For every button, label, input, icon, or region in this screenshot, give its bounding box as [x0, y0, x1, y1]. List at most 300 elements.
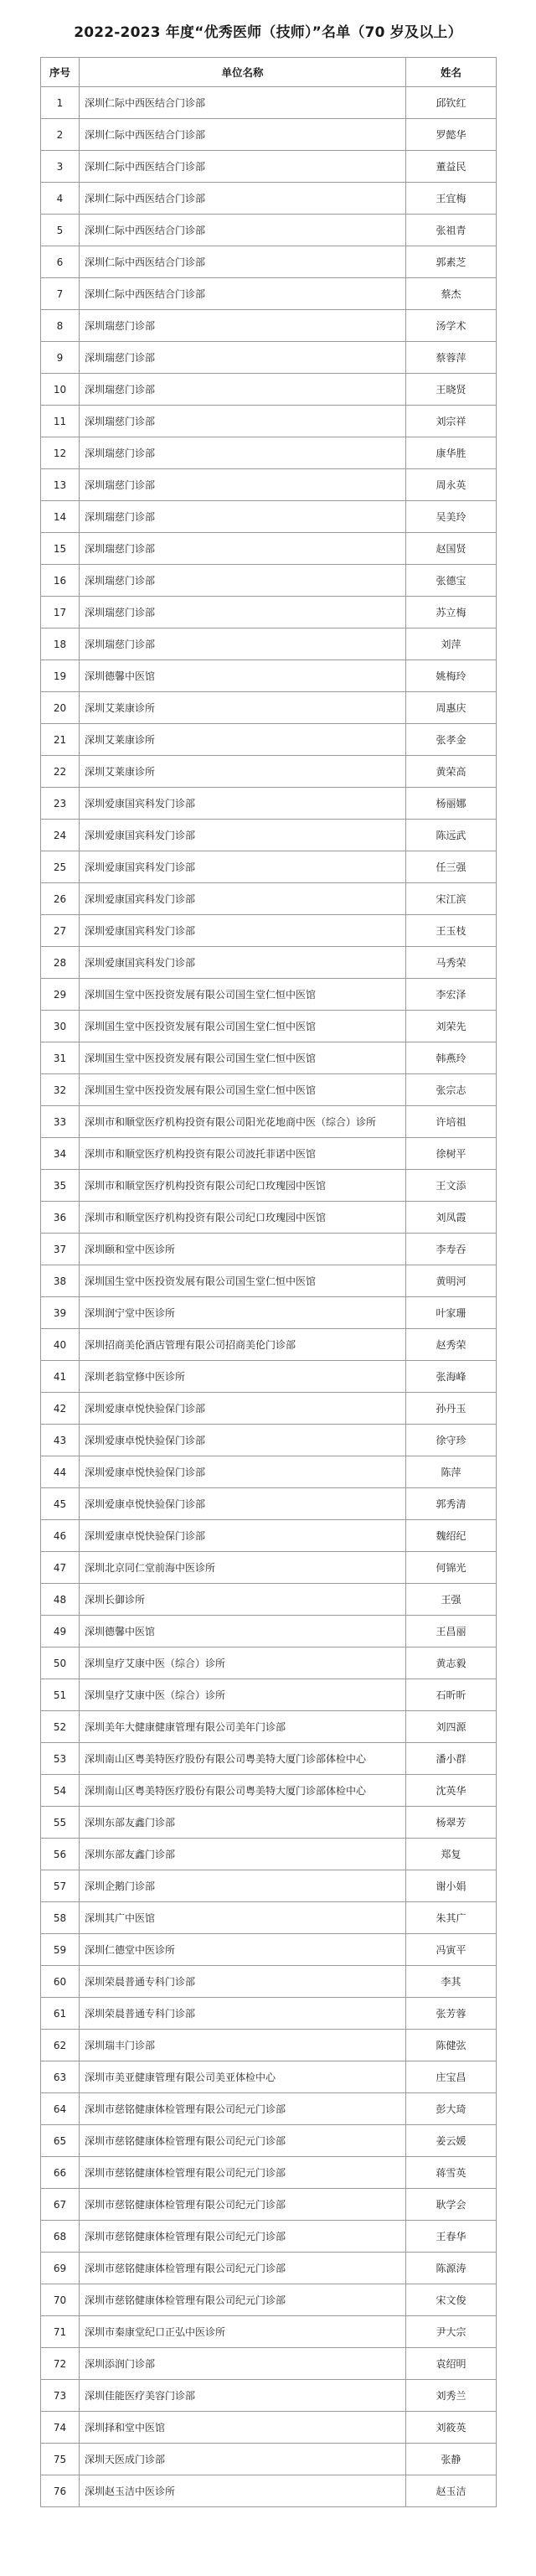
- row-person-name: 宋文俊: [406, 2284, 497, 2316]
- table-row: [41, 183, 497, 215]
- table-row: [41, 1743, 497, 1775]
- row-number: 7: [41, 278, 80, 310]
- row-person-name: 张海峰: [406, 1361, 497, 1393]
- document-title: 2022-2023 年度“优秀医师（技师）”名单（70 岁及以上）: [74, 24, 462, 41]
- row-number: 8: [41, 310, 80, 342]
- table-row: [41, 1711, 497, 1743]
- table-row: [41, 2093, 497, 2125]
- table-row: [41, 1870, 497, 1902]
- row-unit-name: 深圳择和堂中医馆: [80, 2412, 406, 2444]
- table-row: [41, 565, 497, 597]
- row-unit-name: 深圳南山区粤美特医疗股份有限公司粤美特大厦门诊部体检中心: [80, 1775, 406, 1807]
- table-row: [41, 1775, 497, 1807]
- row-number: 9: [41, 342, 80, 374]
- table-row: [41, 1138, 497, 1170]
- table-row: [41, 533, 497, 565]
- row-unit-name: 深圳市慈铭健康体检管理有限公司纪元门诊部: [80, 2157, 406, 2189]
- row-number: 58: [41, 1902, 80, 1934]
- row-number: 65: [41, 2125, 80, 2157]
- row-person-name: 刘荣先: [406, 1011, 497, 1042]
- row-person-name: 叶家珊: [406, 1297, 497, 1329]
- table-row: [41, 1170, 497, 1202]
- row-unit-name: 深圳北京同仁堂前海中医诊所: [80, 1552, 406, 1584]
- table-row: [41, 1074, 497, 1106]
- table-row: [41, 1552, 497, 1584]
- row-number: 12: [41, 437, 80, 469]
- row-person-name: 张祖青: [406, 215, 497, 246]
- row-person-name: 耿学会: [406, 2189, 497, 2221]
- table-row: [41, 1839, 497, 1870]
- row-number: 76: [41, 2475, 80, 2507]
- row-unit-name: 深圳东部友鑫门诊部: [80, 1839, 406, 1870]
- row-number: 41: [41, 1361, 80, 1393]
- row-unit-name: 深圳招商美伦酒店管理有限公司招商美伦门诊部: [80, 1329, 406, 1361]
- table-row: [41, 1679, 497, 1711]
- row-unit-name: 深圳市和顺堂医疗机构投资有限公司阳光花地商中医（综合）诊所: [80, 1106, 406, 1138]
- row-number: 11: [41, 406, 80, 437]
- row-unit-name: 深圳添润门诊部: [80, 2348, 406, 2380]
- table-row: [41, 756, 497, 788]
- table-row: [41, 469, 497, 501]
- table-row: [41, 119, 497, 151]
- table-row: [41, 628, 497, 660]
- table-row: [41, 2157, 497, 2189]
- row-person-name: 刘筱英: [406, 2412, 497, 2444]
- table-row: [41, 2061, 497, 2093]
- row-person-name: 周惠庆: [406, 692, 497, 724]
- row-number: 69: [41, 2253, 80, 2284]
- row-person-name: 黄荣高: [406, 756, 497, 788]
- row-unit-name: 深圳瑞慈门诊部: [80, 533, 406, 565]
- row-person-name: 李宏泽: [406, 979, 497, 1011]
- row-unit-name: 深圳瑞慈门诊部: [80, 469, 406, 501]
- row-unit-name: 深圳爱康卓悦快验保门诊部: [80, 1425, 406, 1456]
- row-number: 47: [41, 1552, 80, 1584]
- row-person-name: 石昕昕: [406, 1679, 497, 1711]
- table-row: [41, 915, 497, 947]
- row-person-name: 董益民: [406, 151, 497, 183]
- row-person-name: 张德宝: [406, 565, 497, 597]
- row-person-name: 刘四源: [406, 1711, 497, 1743]
- row-number: 35: [41, 1170, 80, 1202]
- row-unit-name: 深圳市秦康堂纪口正弘中医诊所: [80, 2316, 406, 2348]
- row-unit-name: 深圳老翁堂修中医诊所: [80, 1361, 406, 1393]
- row-unit-name: 深圳国生堂中医投资发展有限公司国生堂仁恒中医馆: [80, 1011, 406, 1042]
- row-person-name: 周永英: [406, 469, 497, 501]
- row-unit-name: 深圳瑞慈门诊部: [80, 597, 406, 628]
- row-unit-name: 深圳国生堂中医投资发展有限公司国生堂仁恒中医馆: [80, 1074, 406, 1106]
- row-unit-name: 深圳爱康卓悦快验保门诊部: [80, 1488, 406, 1520]
- row-number: 44: [41, 1456, 80, 1488]
- row-number: 25: [41, 851, 80, 883]
- row-person-name: 刘秀兰: [406, 2380, 497, 2412]
- table-row: [41, 1966, 497, 1998]
- row-number: 60: [41, 1966, 80, 1998]
- row-person-name: 马秀荣: [406, 947, 497, 979]
- row-unit-name: 深圳市慈铭健康体检管理有限公司纪元门诊部: [80, 2221, 406, 2253]
- row-person-name: 刘宗祥: [406, 406, 497, 437]
- row-person-name: 蒋雪英: [406, 2157, 497, 2189]
- row-unit-name: 深圳长御诊所: [80, 1584, 406, 1616]
- table-row: [41, 151, 497, 183]
- row-person-name: 吴美玲: [406, 501, 497, 533]
- table-row: [41, 1520, 497, 1552]
- row-number: 52: [41, 1711, 80, 1743]
- row-unit-name: 深圳仁际中西医结合门诊部: [80, 87, 406, 119]
- row-person-name: 张宗志: [406, 1074, 497, 1106]
- row-unit-name: 深圳国生堂中医投资发展有限公司国生堂仁恒中医馆: [80, 1042, 406, 1074]
- row-person-name: 刘凤霞: [406, 1202, 497, 1234]
- row-person-name: 蔡杰: [406, 278, 497, 310]
- row-number: 36: [41, 1202, 80, 1234]
- header-unit: 单位名称: [80, 58, 406, 87]
- row-number: 70: [41, 2284, 80, 2316]
- table-row: [41, 1011, 497, 1042]
- table-row: [41, 2444, 497, 2475]
- row-person-name: 王春华: [406, 2221, 497, 2253]
- table-header: [41, 58, 497, 87]
- row-number: 46: [41, 1520, 80, 1552]
- row-person-name: 李寿吞: [406, 1234, 497, 1265]
- row-person-name: 魏绍纪: [406, 1520, 497, 1552]
- row-person-name: 徐树平: [406, 1138, 497, 1170]
- row-person-name: 蔡蓉萍: [406, 342, 497, 374]
- row-number: 38: [41, 1265, 80, 1297]
- row-person-name: 赵玉洁: [406, 2475, 497, 2507]
- row-number: 57: [41, 1870, 80, 1902]
- table-row: [41, 2412, 497, 2444]
- row-number: 30: [41, 1011, 80, 1042]
- table-row: [41, 1361, 497, 1393]
- table-row: [41, 1106, 497, 1138]
- row-unit-name: 深圳瑞慈门诊部: [80, 374, 406, 406]
- row-person-name: 黄明河: [406, 1265, 497, 1297]
- row-number: 50: [41, 1648, 80, 1679]
- row-number: 1: [41, 87, 80, 119]
- row-number: 68: [41, 2221, 80, 2253]
- row-unit-name: 深圳市和顺堂医疗机构投资有限公司纪口玫瑰园中医馆: [80, 1202, 406, 1234]
- row-unit-name: 深圳佳能医疗美容门诊部: [80, 2380, 406, 2412]
- row-number: 49: [41, 1616, 80, 1648]
- row-unit-name: 深圳市美亚健康管理有限公司美亚体检中心: [80, 2061, 406, 2093]
- row-unit-name: 深圳仁德堂中医诊所: [80, 1934, 406, 1966]
- table-row: [41, 1234, 497, 1265]
- row-number: 45: [41, 1488, 80, 1520]
- table-row: [41, 660, 497, 692]
- table-row: [41, 2348, 497, 2380]
- row-person-name: 袁绍明: [406, 2348, 497, 2380]
- row-number: 27: [41, 915, 80, 947]
- row-number: 61: [41, 1998, 80, 2030]
- row-person-name: 王晓贤: [406, 374, 497, 406]
- row-number: 66: [41, 2157, 80, 2189]
- table-row: [41, 278, 497, 310]
- row-number: 20: [41, 692, 80, 724]
- row-person-name: 何锦光: [406, 1552, 497, 1584]
- row-number: 48: [41, 1584, 80, 1616]
- table-row: [41, 1042, 497, 1074]
- table-row: [41, 1265, 497, 1297]
- row-number: 32: [41, 1074, 80, 1106]
- row-person-name: 赵国贤: [406, 533, 497, 565]
- row-person-name: 徐守珍: [406, 1425, 497, 1456]
- row-unit-name: 深圳爱康国宾科发门诊部: [80, 851, 406, 883]
- row-number: 42: [41, 1393, 80, 1425]
- row-person-name: 苏立梅: [406, 597, 497, 628]
- row-unit-name: 深圳赵玉洁中医诊所: [80, 2475, 406, 2507]
- row-number: 53: [41, 1743, 80, 1775]
- row-unit-name: 深圳瑞慈门诊部: [80, 310, 406, 342]
- table-row: [41, 883, 497, 915]
- row-unit-name: 深圳德馨中医馆: [80, 1616, 406, 1648]
- row-unit-name: 深圳市慈铭健康体检管理有限公司纪元门诊部: [80, 2093, 406, 2125]
- table-row: [41, 788, 497, 820]
- row-unit-name: 深圳市慈铭健康体检管理有限公司纪元门诊部: [80, 2284, 406, 2316]
- row-person-name: 陈源涛: [406, 2253, 497, 2284]
- table-row: [41, 2125, 497, 2157]
- row-number: 37: [41, 1234, 80, 1265]
- row-unit-name: 深圳南山区粤美特医疗股份有限公司粤美特大厦门诊部体检中心: [80, 1743, 406, 1775]
- row-person-name: 郑复: [406, 1839, 497, 1870]
- table-row: [41, 851, 497, 883]
- row-person-name: 杨丽娜: [406, 788, 497, 820]
- row-number: 22: [41, 756, 80, 788]
- row-person-name: 黄志毅: [406, 1648, 497, 1679]
- row-unit-name: 深圳爱康国宾科发门诊部: [80, 820, 406, 851]
- row-unit-name: 深圳荣晨普通专科门诊部: [80, 1998, 406, 2030]
- row-number: 23: [41, 788, 80, 820]
- header-name: 姓名: [406, 58, 497, 87]
- row-person-name: 陈远武: [406, 820, 497, 851]
- row-person-name: 汤学术: [406, 310, 497, 342]
- table-row: [41, 1488, 497, 1520]
- table-row: [41, 1329, 497, 1361]
- row-number: 4: [41, 183, 80, 215]
- row-person-name: 冯寅平: [406, 1934, 497, 1966]
- row-number: 34: [41, 1138, 80, 1170]
- row-number: 18: [41, 628, 80, 660]
- row-number: 56: [41, 1839, 80, 1870]
- table-row: [41, 87, 497, 119]
- row-number: 73: [41, 2380, 80, 2412]
- table-row: [41, 947, 497, 979]
- row-number: 14: [41, 501, 80, 533]
- row-unit-name: 深圳国生堂中医投资发展有限公司国生堂仁恒中医馆: [80, 979, 406, 1011]
- row-unit-name: 深圳仁际中西医结合门诊部: [80, 183, 406, 215]
- row-number: 72: [41, 2348, 80, 2380]
- table-row: [41, 1456, 497, 1488]
- row-unit-name: 深圳爱康卓悦快验保门诊部: [80, 1520, 406, 1552]
- row-person-name: 姜云媛: [406, 2125, 497, 2157]
- row-unit-name: 深圳爱康国宾科发门诊部: [80, 883, 406, 915]
- row-person-name: 康华胜: [406, 437, 497, 469]
- row-number: 28: [41, 947, 80, 979]
- table-row: [41, 1616, 497, 1648]
- table-row: [41, 597, 497, 628]
- table-row: [41, 437, 497, 469]
- row-number: 19: [41, 660, 80, 692]
- table-row: [41, 501, 497, 533]
- row-number: 21: [41, 724, 80, 756]
- row-person-name: 张孝金: [406, 724, 497, 756]
- row-unit-name: 深圳爱康国宾科发门诊部: [80, 915, 406, 947]
- row-unit-name: 深圳爱康卓悦快验保门诊部: [80, 1393, 406, 1425]
- roster-table: [40, 57, 497, 2507]
- table-row: [41, 1297, 497, 1329]
- row-person-name: 罗懿华: [406, 119, 497, 151]
- row-person-name: 朱其广: [406, 1902, 497, 1934]
- row-unit-name: 深圳企鹅门诊部: [80, 1870, 406, 1902]
- row-person-name: 刘萍: [406, 628, 497, 660]
- table-row: [41, 692, 497, 724]
- row-person-name: 邱钦红: [406, 87, 497, 119]
- row-unit-name: 深圳艾莱康诊所: [80, 724, 406, 756]
- table-row: [41, 406, 497, 437]
- header-number: 序号: [41, 58, 80, 87]
- row-number: 15: [41, 533, 80, 565]
- row-number: 64: [41, 2093, 80, 2125]
- row-number: 55: [41, 1807, 80, 1839]
- row-unit-name: 深圳瑞丰门诊部: [80, 2030, 406, 2061]
- row-unit-name: 深圳市和顺堂医疗机构投资有限公司波托菲诺中医馆: [80, 1138, 406, 1170]
- row-number: 51: [41, 1679, 80, 1711]
- table-row: [41, 374, 497, 406]
- row-number: 75: [41, 2444, 80, 2475]
- row-unit-name: 深圳市慈铭健康体检管理有限公司纪元门诊部: [80, 2125, 406, 2157]
- row-number: 39: [41, 1297, 80, 1329]
- row-unit-name: 深圳润宁堂中医诊所: [80, 1297, 406, 1329]
- row-number: 13: [41, 469, 80, 501]
- table-row: [41, 2221, 497, 2253]
- row-person-name: 谢小娟: [406, 1870, 497, 1902]
- row-unit-name: 深圳艾莱康诊所: [80, 756, 406, 788]
- row-number: 63: [41, 2061, 80, 2093]
- row-number: 16: [41, 565, 80, 597]
- table-row: [41, 1202, 497, 1234]
- row-unit-name: 深圳国生堂中医投资发展有限公司国生堂仁恒中医馆: [80, 1265, 406, 1297]
- table-row: [41, 2253, 497, 2284]
- table-row: [41, 2030, 497, 2061]
- row-unit-name: 深圳瑞慈门诊部: [80, 437, 406, 469]
- table-row: [41, 246, 497, 278]
- table-row: [41, 1998, 497, 2030]
- row-unit-name: 深圳仁际中西医结合门诊部: [80, 151, 406, 183]
- header-row: [41, 58, 497, 87]
- row-person-name: 彭大琦: [406, 2093, 497, 2125]
- row-number: 59: [41, 1934, 80, 1966]
- row-unit-name: 深圳仁际中西医结合门诊部: [80, 246, 406, 278]
- row-number: 54: [41, 1775, 80, 1807]
- row-number: 74: [41, 2412, 80, 2444]
- table-row: [41, 979, 497, 1011]
- row-person-name: 姚梅玲: [406, 660, 497, 692]
- row-number: 5: [41, 215, 80, 246]
- row-unit-name: 深圳天医成门诊部: [80, 2444, 406, 2475]
- row-person-name: 陈健弦: [406, 2030, 497, 2061]
- row-unit-name: 深圳艾莱康诊所: [80, 692, 406, 724]
- row-unit-name: 深圳瑞慈门诊部: [80, 628, 406, 660]
- row-unit-name: 深圳瑞慈门诊部: [80, 342, 406, 374]
- row-person-name: 王宜梅: [406, 183, 497, 215]
- row-number: 17: [41, 597, 80, 628]
- row-number: 33: [41, 1106, 80, 1138]
- row-number: 26: [41, 883, 80, 915]
- table-row: [41, 310, 497, 342]
- row-unit-name: 深圳仁际中西医结合门诊部: [80, 215, 406, 246]
- row-person-name: 尹大宗: [406, 2316, 497, 2348]
- row-person-name: 李其: [406, 1966, 497, 1998]
- row-number: 6: [41, 246, 80, 278]
- row-number: 43: [41, 1425, 80, 1456]
- row-number: 10: [41, 374, 80, 406]
- row-unit-name: 深圳瑞慈门诊部: [80, 406, 406, 437]
- row-unit-name: 深圳爱康卓悦快验保门诊部: [80, 1456, 406, 1488]
- row-person-name: 宋江滨: [406, 883, 497, 915]
- row-unit-name: 深圳瑞慈门诊部: [80, 501, 406, 533]
- table-row: [41, 1425, 497, 1456]
- row-unit-name: 深圳其广中医馆: [80, 1902, 406, 1934]
- table-body: [41, 87, 497, 2507]
- table-row: [41, 820, 497, 851]
- table-row: [41, 1807, 497, 1839]
- row-number: 71: [41, 2316, 80, 2348]
- table-row: [41, 1934, 497, 1966]
- table-row: [41, 1902, 497, 1934]
- row-person-name: 任三强: [406, 851, 497, 883]
- table-row: [41, 2380, 497, 2412]
- row-unit-name: 深圳皇疗艾康中医（综合）诊所: [80, 1648, 406, 1679]
- table-row: [41, 1393, 497, 1425]
- table-row: [41, 215, 497, 246]
- row-unit-name: 深圳瑞慈门诊部: [80, 565, 406, 597]
- row-unit-name: 深圳荣晨普通专科门诊部: [80, 1966, 406, 1998]
- row-unit-name: 深圳爱康国宾科发门诊部: [80, 947, 406, 979]
- row-unit-name: 深圳仁际中西医结合门诊部: [80, 119, 406, 151]
- row-number: 67: [41, 2189, 80, 2221]
- row-unit-name: 深圳市慈铭健康体检管理有限公司纪元门诊部: [80, 2253, 406, 2284]
- table-row: [41, 1584, 497, 1616]
- row-unit-name: 深圳市慈铭健康体检管理有限公司纪元门诊部: [80, 2189, 406, 2221]
- row-person-name: 潘小群: [406, 1743, 497, 1775]
- row-unit-name: 深圳市和顺堂医疗机构投资有限公司纪口玫瑰园中医馆: [80, 1170, 406, 1202]
- row-person-name: 王玉枝: [406, 915, 497, 947]
- row-person-name: 郭素芝: [406, 246, 497, 278]
- table-row: [41, 2316, 497, 2348]
- row-unit-name: 深圳东部友鑫门诊部: [80, 1807, 406, 1839]
- row-unit-name: 深圳颐和堂中医诊所: [80, 1234, 406, 1265]
- table-row: [41, 2475, 497, 2507]
- table-row: [41, 724, 497, 756]
- row-number: 3: [41, 151, 80, 183]
- row-person-name: 沈英华: [406, 1775, 497, 1807]
- row-unit-name: 深圳皇疗艾康中医（综合）诊所: [80, 1679, 406, 1711]
- row-person-name: 韩燕玲: [406, 1042, 497, 1074]
- row-person-name: 张静: [406, 2444, 497, 2475]
- table-row: [41, 2284, 497, 2316]
- row-unit-name: 深圳美年大健康健康管理有限公司美年门诊部: [80, 1711, 406, 1743]
- row-person-name: 杨翠芳: [406, 1807, 497, 1839]
- row-person-name: 庄宝昌: [406, 2061, 497, 2093]
- row-person-name: 赵秀荣: [406, 1329, 497, 1361]
- row-unit-name: 深圳德馨中医馆: [80, 660, 406, 692]
- row-person-name: 许培祖: [406, 1106, 497, 1138]
- row-person-name: 王文添: [406, 1170, 497, 1202]
- row-number: 31: [41, 1042, 80, 1074]
- row-number: 29: [41, 979, 80, 1011]
- row-unit-name: 深圳仁际中西医结合门诊部: [80, 278, 406, 310]
- table-row: [41, 1648, 497, 1679]
- row-person-name: 陈萍: [406, 1456, 497, 1488]
